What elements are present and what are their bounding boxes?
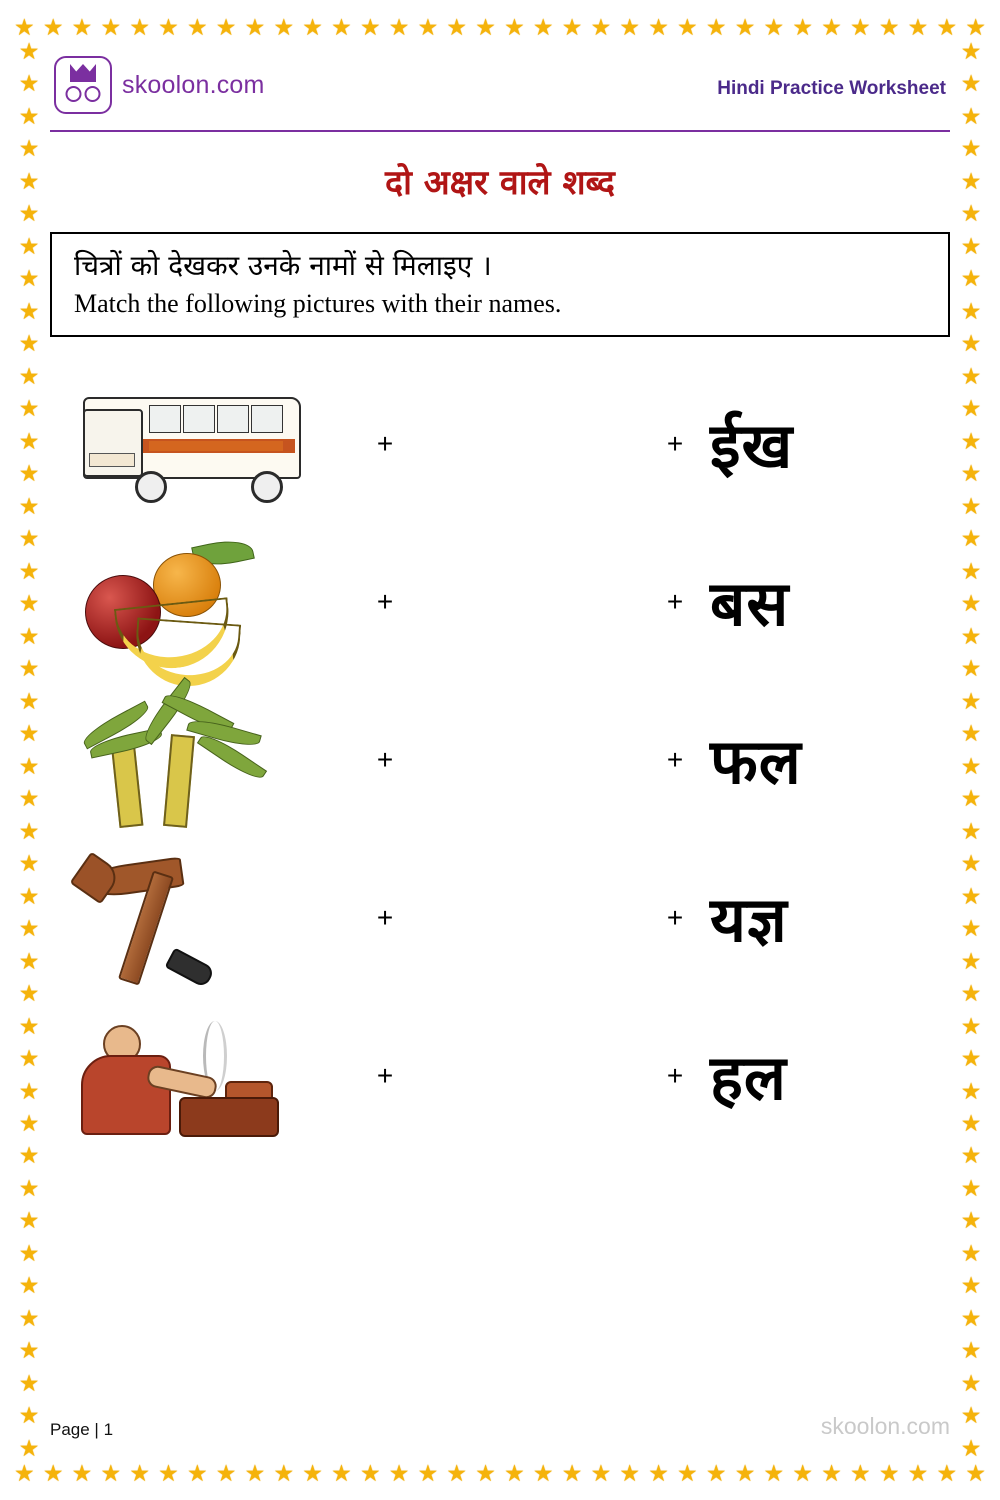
star-icon: ★ — [936, 1459, 958, 1486]
star-icon: ★ — [215, 13, 237, 40]
star-icon: ★ — [677, 1459, 698, 1486]
star-icon: ★ — [960, 1174, 982, 1201]
star-icon: ★ — [18, 38, 40, 64]
star-icon: ★ — [960, 1337, 982, 1364]
star-icon: ★ — [18, 1272, 40, 1299]
star-icon: ★ — [18, 882, 40, 909]
star-icon: ★ — [960, 1304, 982, 1331]
star-icon: ★ — [960, 980, 982, 1007]
star-icon: ★ — [18, 1045, 40, 1072]
star-icon: ★ — [960, 720, 982, 747]
star-icon: ★ — [388, 13, 410, 40]
star-icon: ★ — [71, 1459, 93, 1486]
star-icon: ★ — [18, 655, 40, 682]
connector-dot-right[interactable]: + — [666, 902, 684, 933]
star-icon: ★ — [18, 167, 40, 194]
match-word: हल — [710, 1041, 787, 1114]
star-icon: ★ — [18, 1239, 40, 1266]
connector-dot-left[interactable]: + — [376, 1060, 394, 1091]
star-icon: ★ — [960, 1045, 982, 1072]
star-icon: ★ — [792, 1459, 813, 1486]
star-icon: ★ — [677, 13, 698, 40]
star-icon: ★ — [960, 135, 982, 162]
star-icon: ★ — [18, 1337, 40, 1364]
star-icon: ★ — [504, 1459, 525, 1486]
star-icon: ★ — [960, 102, 982, 129]
star-icon: ★ — [42, 13, 64, 40]
star-icon: ★ — [907, 1459, 929, 1486]
star-icon: ★ — [215, 1459, 237, 1486]
star-icon: ★ — [960, 655, 982, 682]
star-icon: ★ — [965, 13, 986, 40]
star-icon: ★ — [18, 752, 40, 779]
star-row-bottom — [14, 1458, 986, 1488]
star-icon: ★ — [821, 13, 842, 40]
star-icon: ★ — [960, 330, 982, 357]
star-icon: ★ — [244, 1459, 266, 1486]
star-icon: ★ — [359, 13, 381, 40]
connector-dot-left[interactable]: + — [376, 744, 394, 775]
star-icon: ★ — [18, 395, 40, 422]
star-icon: ★ — [18, 1402, 40, 1429]
bus-illustration — [50, 365, 330, 523]
connector-dot-left[interactable]: + — [376, 586, 394, 617]
table-row — [50, 681, 950, 839]
pickaxe-illustration — [50, 839, 330, 997]
table-row — [50, 365, 950, 523]
star-icon: ★ — [965, 1459, 986, 1486]
star-icon: ★ — [42, 1459, 64, 1486]
star-icon: ★ — [158, 1459, 179, 1486]
star-icon: ★ — [18, 622, 40, 649]
table-row — [50, 839, 950, 997]
header-divider — [50, 130, 950, 132]
star-icon: ★ — [960, 557, 982, 584]
star-icon: ★ — [960, 687, 982, 714]
star-icon: ★ — [734, 1459, 756, 1486]
instruction-english: Match the following pictures with their names. — [74, 289, 562, 318]
connector-dot-left[interactable]: + — [376, 902, 394, 933]
star-icon: ★ — [792, 13, 813, 40]
star-icon: ★ — [960, 200, 982, 227]
table-row — [50, 997, 950, 1155]
star-icon: ★ — [590, 1459, 612, 1486]
star-icon: ★ — [821, 1459, 842, 1486]
star-icon: ★ — [960, 785, 982, 812]
star-icon: ★ — [850, 13, 871, 40]
star-icon: ★ — [302, 1459, 323, 1486]
page-footer — [50, 1413, 950, 1440]
star-icon: ★ — [734, 13, 756, 40]
star-icon: ★ — [960, 817, 982, 844]
star-icon: ★ — [532, 1459, 554, 1486]
star-icon: ★ — [446, 1459, 468, 1486]
star-icon: ★ — [18, 1077, 40, 1104]
instruction-box — [50, 232, 950, 337]
star-icon: ★ — [18, 460, 40, 487]
connector-dot-right[interactable]: + — [666, 586, 684, 617]
star-icon: ★ — [878, 13, 900, 40]
star-icon: ★ — [18, 1012, 40, 1039]
star-icon: ★ — [475, 13, 496, 40]
connector-dot-left[interactable]: + — [376, 428, 394, 459]
star-icon: ★ — [648, 13, 669, 40]
star-icon: ★ — [960, 525, 982, 552]
star-icon: ★ — [18, 492, 40, 519]
star-icon: ★ — [960, 297, 982, 324]
page-title: दो अक्षर वाले शब्द — [385, 163, 615, 203]
star-icon: ★ — [936, 13, 958, 40]
star-icon: ★ — [475, 1459, 496, 1486]
star-icon: ★ — [100, 1459, 122, 1486]
worksheet-label: Hindi Practice Worksheet — [717, 78, 946, 99]
star-icon: ★ — [960, 947, 982, 974]
star-icon: ★ — [18, 850, 40, 877]
star-icon: ★ — [18, 1304, 40, 1331]
connector-dot-right[interactable]: + — [666, 1060, 684, 1091]
match-word: फल — [710, 725, 802, 798]
star-icon: ★ — [960, 427, 982, 454]
footer-brand: skoolon.com — [820, 1413, 950, 1439]
star-icon: ★ — [18, 1142, 40, 1169]
star-icon: ★ — [18, 785, 40, 812]
star-icon: ★ — [129, 13, 150, 40]
star-icon: ★ — [960, 622, 982, 649]
star-icon: ★ — [18, 102, 40, 129]
star-icon: ★ — [878, 1459, 900, 1486]
match-word: बस — [710, 567, 790, 640]
star-column-right — [956, 40, 986, 1460]
star-icon: ★ — [244, 13, 266, 40]
star-icon: ★ — [960, 1369, 982, 1396]
star-icon: ★ — [960, 232, 982, 259]
sugarcane-illustration — [50, 681, 330, 839]
star-icon: ★ — [960, 1272, 982, 1299]
table-row — [50, 523, 950, 681]
owl-logo-icon — [54, 56, 112, 114]
star-icon: ★ — [18, 200, 40, 227]
star-icon: ★ — [504, 13, 525, 40]
star-icon: ★ — [14, 13, 35, 40]
star-icon: ★ — [18, 232, 40, 259]
brand-logo — [54, 56, 265, 114]
star-icon: ★ — [388, 1459, 410, 1486]
star-icon: ★ — [18, 525, 40, 552]
connector-dot-right[interactable]: + — [666, 744, 684, 775]
yagna-priest-illustration — [50, 997, 330, 1155]
star-icon: ★ — [359, 1459, 381, 1486]
star-icon: ★ — [763, 13, 785, 40]
star-icon: ★ — [273, 13, 295, 40]
star-icon: ★ — [18, 1174, 40, 1201]
match-word: ईख — [710, 409, 794, 482]
star-icon: ★ — [960, 1077, 982, 1104]
star-icon: ★ — [960, 1239, 982, 1266]
star-icon: ★ — [18, 980, 40, 1007]
star-icon: ★ — [850, 1459, 871, 1486]
star-icon: ★ — [960, 395, 982, 422]
star-icon: ★ — [960, 167, 982, 194]
star-icon: ★ — [331, 13, 352, 40]
connector-dot-right[interactable]: + — [666, 428, 684, 459]
star-icon: ★ — [186, 1459, 208, 1486]
star-icon: ★ — [302, 13, 323, 40]
star-icon: ★ — [619, 13, 641, 40]
star-icon: ★ — [158, 13, 179, 40]
star-icon: ★ — [561, 13, 583, 40]
star-icon: ★ — [273, 1459, 295, 1486]
star-icon: ★ — [619, 1459, 641, 1486]
star-column-left — [14, 40, 44, 1460]
star-icon: ★ — [18, 590, 40, 617]
star-icon: ★ — [960, 265, 982, 292]
star-icon: ★ — [960, 752, 982, 779]
star-icon: ★ — [532, 13, 554, 40]
star-icon: ★ — [417, 13, 439, 40]
brand-name: skoolon.com — [122, 70, 265, 99]
star-icon: ★ — [960, 850, 982, 877]
star-icon: ★ — [18, 330, 40, 357]
star-icon: ★ — [960, 590, 982, 617]
star-icon: ★ — [960, 1142, 982, 1169]
star-icon: ★ — [18, 265, 40, 292]
star-icon: ★ — [18, 557, 40, 584]
star-icon: ★ — [561, 1459, 583, 1486]
sheet-content — [50, 48, 950, 1452]
star-icon: ★ — [960, 362, 982, 389]
star-icon: ★ — [705, 13, 727, 40]
page-header — [50, 48, 950, 128]
star-icon: ★ — [18, 135, 40, 162]
star-icon: ★ — [446, 13, 468, 40]
star-row-top — [14, 12, 986, 42]
star-icon: ★ — [18, 947, 40, 974]
page-number: Page | 1 — [50, 1420, 114, 1439]
star-icon: ★ — [18, 427, 40, 454]
star-icon: ★ — [14, 1459, 35, 1486]
star-icon: ★ — [960, 1402, 982, 1429]
star-icon: ★ — [960, 1434, 982, 1461]
star-icon: ★ — [960, 882, 982, 909]
star-icon: ★ — [100, 13, 122, 40]
match-word: यज्ञ — [710, 883, 788, 956]
star-icon: ★ — [18, 70, 40, 97]
star-icon: ★ — [705, 1459, 727, 1486]
star-icon: ★ — [18, 720, 40, 747]
star-icon: ★ — [960, 1207, 982, 1234]
star-icon: ★ — [18, 297, 40, 324]
star-icon: ★ — [960, 460, 982, 487]
star-icon: ★ — [763, 1459, 785, 1486]
star-icon: ★ — [18, 915, 40, 942]
star-icon: ★ — [960, 1109, 982, 1136]
star-icon: ★ — [331, 1459, 352, 1486]
star-icon: ★ — [960, 38, 982, 64]
star-icon: ★ — [18, 362, 40, 389]
star-icon: ★ — [960, 492, 982, 519]
star-icon: ★ — [18, 1109, 40, 1136]
star-icon: ★ — [18, 817, 40, 844]
star-icon: ★ — [590, 13, 612, 40]
star-icon: ★ — [960, 915, 982, 942]
star-icon: ★ — [129, 1459, 150, 1486]
star-icon: ★ — [907, 13, 929, 40]
match-rows — [50, 365, 950, 1155]
star-icon: ★ — [18, 687, 40, 714]
star-icon: ★ — [648, 1459, 669, 1486]
star-icon: ★ — [186, 13, 208, 40]
fruits-illustration — [50, 523, 330, 681]
instruction-hindi: चित्रों को देखकर उनके नामों से मिलाइए । — [74, 249, 492, 282]
star-icon: ★ — [960, 1012, 982, 1039]
star-icon: ★ — [18, 1207, 40, 1234]
star-icon: ★ — [71, 13, 93, 40]
star-icon: ★ — [18, 1434, 40, 1461]
star-icon: ★ — [417, 1459, 439, 1486]
star-icon: ★ — [960, 70, 982, 97]
star-icon: ★ — [18, 1369, 40, 1396]
